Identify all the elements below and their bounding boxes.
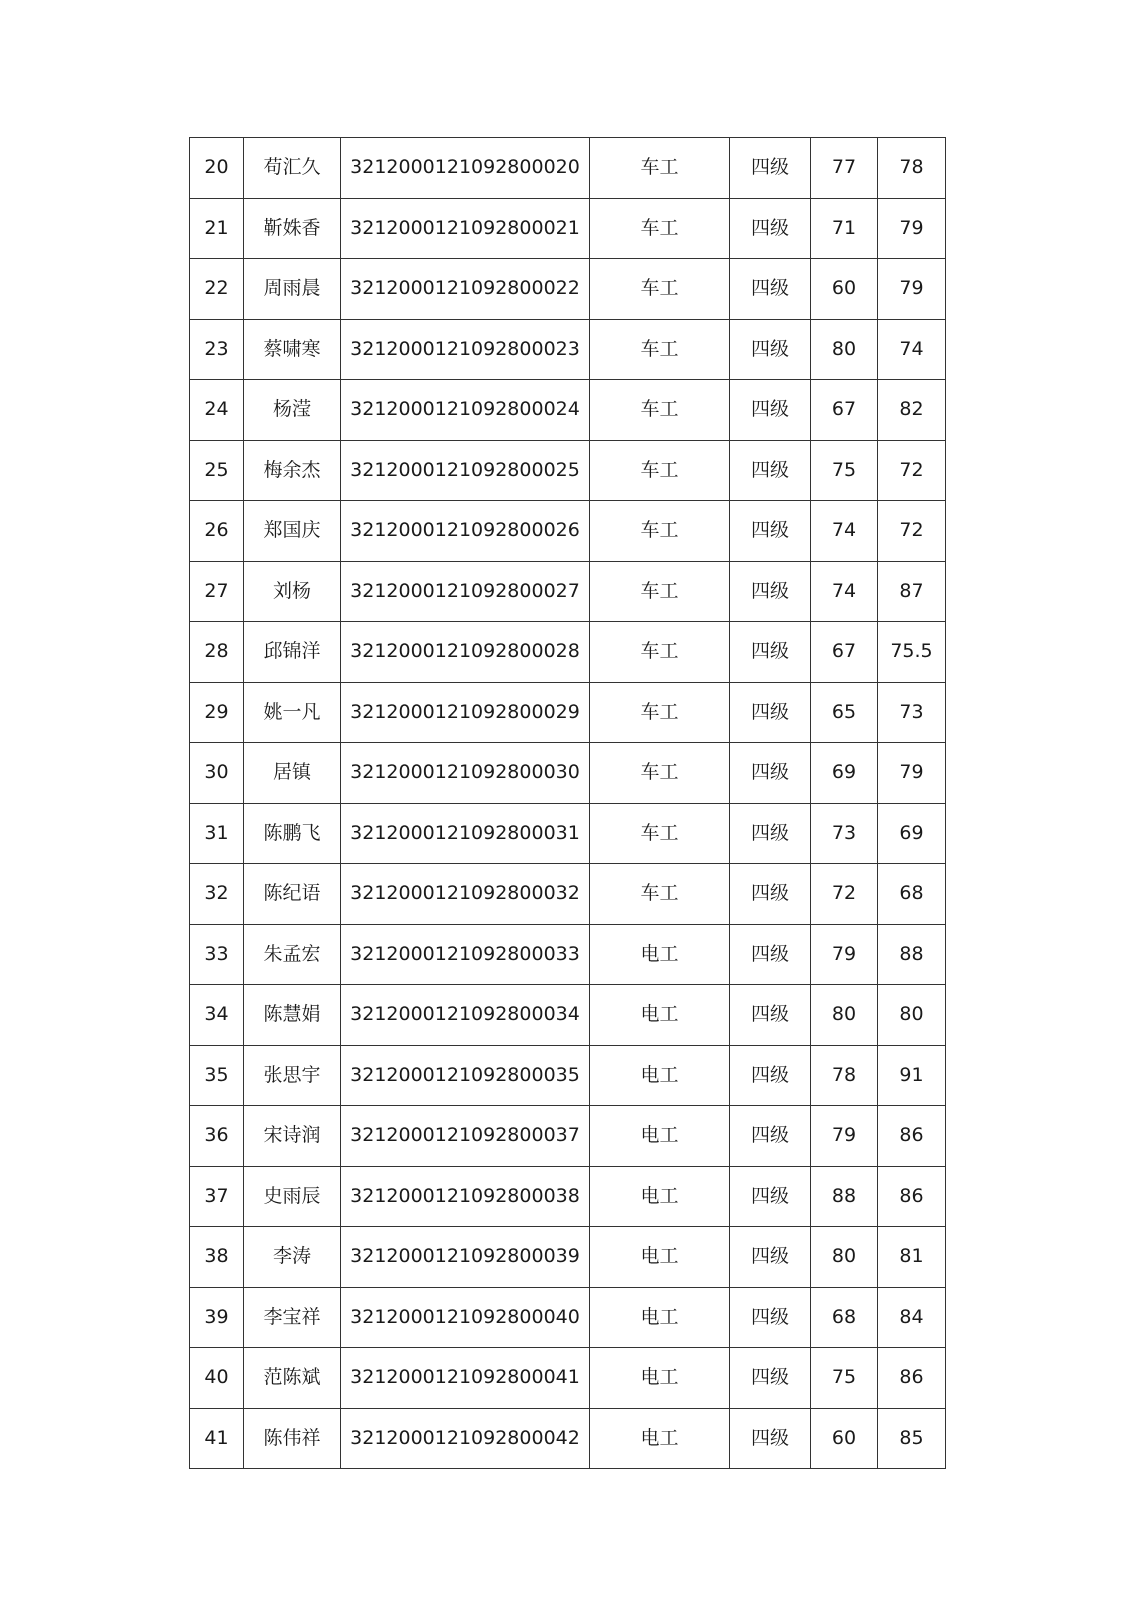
occupation-cell: 车工 (590, 682, 730, 743)
name-cell: 居镇 (244, 743, 341, 804)
name-cell: 朱孟宏 (244, 924, 341, 985)
grade-level-cell: 四级 (730, 1227, 811, 1288)
theory-score-cell: 67 (811, 622, 878, 683)
occupation-cell: 车工 (590, 864, 730, 925)
table-row (190, 198, 946, 259)
occupation-cell: 车工 (590, 440, 730, 501)
table-row (190, 1348, 946, 1409)
practical-score-cell: 91 (878, 1045, 946, 1106)
occupation-cell: 电工 (590, 1287, 730, 1348)
name-cell: 蔡啸寒 (244, 319, 341, 380)
grade-level-cell: 四级 (730, 561, 811, 622)
grade-level-cell: 四级 (730, 198, 811, 259)
table-row (190, 622, 946, 683)
table-row (190, 561, 946, 622)
grade-level-cell: 四级 (730, 682, 811, 743)
name-cell: 张思宇 (244, 1045, 341, 1106)
table-row (190, 501, 946, 562)
theory-score-cell: 80 (811, 985, 878, 1046)
name-cell: 梅余杰 (244, 440, 341, 501)
name-cell: 陈纪语 (244, 864, 341, 925)
name-cell: 姚一凡 (244, 682, 341, 743)
occupation-cell: 电工 (590, 1348, 730, 1409)
grade-level-cell: 四级 (730, 924, 811, 985)
certificate-number-cell: 3212000121092800042 (341, 1408, 590, 1469)
theory-score-cell: 88 (811, 1166, 878, 1227)
name-cell: 李涛 (244, 1227, 341, 1288)
grade-level-cell: 四级 (730, 864, 811, 925)
grade-level-cell: 四级 (730, 440, 811, 501)
theory-score-cell: 69 (811, 743, 878, 804)
row-number-cell: 36 (190, 1106, 244, 1167)
row-number-cell: 37 (190, 1166, 244, 1227)
occupation-cell: 车工 (590, 380, 730, 441)
grade-level-cell: 四级 (730, 1408, 811, 1469)
occupation-cell: 车工 (590, 198, 730, 259)
grade-level-cell: 四级 (730, 1106, 811, 1167)
certificate-number-cell: 3212000121092800031 (341, 803, 590, 864)
certificate-number-cell: 3212000121092800026 (341, 501, 590, 562)
practical-score-cell: 87 (878, 561, 946, 622)
certificate-number-cell: 3212000121092800033 (341, 924, 590, 985)
grade-level-cell: 四级 (730, 1348, 811, 1409)
certificate-number-cell: 3212000121092800022 (341, 259, 590, 320)
row-number-cell: 33 (190, 924, 244, 985)
name-cell: 陈慧娟 (244, 985, 341, 1046)
occupation-cell: 电工 (590, 1408, 730, 1469)
practical-score-cell: 78 (878, 138, 946, 199)
practical-score-cell: 86 (878, 1348, 946, 1409)
certificate-number-cell: 3212000121092800023 (341, 319, 590, 380)
theory-score-cell: 67 (811, 380, 878, 441)
practical-score-cell: 82 (878, 380, 946, 441)
row-number-cell: 39 (190, 1287, 244, 1348)
table-row (190, 1287, 946, 1348)
theory-score-cell: 68 (811, 1287, 878, 1348)
row-number-cell: 40 (190, 1348, 244, 1409)
occupation-cell: 车工 (590, 259, 730, 320)
grade-level-cell: 四级 (730, 1166, 811, 1227)
grade-level-cell: 四级 (730, 985, 811, 1046)
table-row (190, 1106, 946, 1167)
name-cell: 邱锦洋 (244, 622, 341, 683)
row-number-cell: 29 (190, 682, 244, 743)
practical-score-cell: 72 (878, 501, 946, 562)
table-row (190, 985, 946, 1046)
score-table (189, 137, 946, 1469)
row-number-cell: 38 (190, 1227, 244, 1288)
practical-score-cell: 74 (878, 319, 946, 380)
certificate-number-cell: 3212000121092800034 (341, 985, 590, 1046)
occupation-cell: 电工 (590, 1045, 730, 1106)
row-number-cell: 34 (190, 985, 244, 1046)
certificate-number-cell: 3212000121092800030 (341, 743, 590, 804)
name-cell: 范陈斌 (244, 1348, 341, 1409)
row-number-cell: 28 (190, 622, 244, 683)
table-row (190, 743, 946, 804)
name-cell: 刘杨 (244, 561, 341, 622)
practical-score-cell: 79 (878, 743, 946, 804)
table-row (190, 259, 946, 320)
table-row (190, 1408, 946, 1469)
theory-score-cell: 75 (811, 440, 878, 501)
table-row (190, 1045, 946, 1106)
row-number-cell: 27 (190, 561, 244, 622)
table-body (190, 138, 946, 1469)
occupation-cell: 车工 (590, 622, 730, 683)
theory-score-cell: 80 (811, 1227, 878, 1288)
practical-score-cell: 86 (878, 1106, 946, 1167)
certificate-number-cell: 3212000121092800038 (341, 1166, 590, 1227)
grade-level-cell: 四级 (730, 501, 811, 562)
row-number-cell: 24 (190, 380, 244, 441)
practical-score-cell: 80 (878, 985, 946, 1046)
occupation-cell: 电工 (590, 1227, 730, 1288)
practical-score-cell: 85 (878, 1408, 946, 1469)
name-cell: 靳姝香 (244, 198, 341, 259)
occupation-cell: 电工 (590, 985, 730, 1046)
theory-score-cell: 74 (811, 561, 878, 622)
name-cell: 陈鹏飞 (244, 803, 341, 864)
occupation-cell: 车工 (590, 319, 730, 380)
practical-score-cell: 75.5 (878, 622, 946, 683)
practical-score-cell: 72 (878, 440, 946, 501)
row-number-cell: 21 (190, 198, 244, 259)
theory-score-cell: 65 (811, 682, 878, 743)
grade-level-cell: 四级 (730, 743, 811, 804)
table-row (190, 1227, 946, 1288)
certificate-number-cell: 3212000121092800024 (341, 380, 590, 441)
table-row (190, 138, 946, 199)
occupation-cell: 车工 (590, 138, 730, 199)
practical-score-cell: 69 (878, 803, 946, 864)
row-number-cell: 23 (190, 319, 244, 380)
table-row (190, 380, 946, 441)
certificate-number-cell: 3212000121092800025 (341, 440, 590, 501)
occupation-cell: 车工 (590, 743, 730, 804)
occupation-cell: 车工 (590, 803, 730, 864)
theory-score-cell: 73 (811, 803, 878, 864)
practical-score-cell: 73 (878, 682, 946, 743)
theory-score-cell: 77 (811, 138, 878, 199)
theory-score-cell: 80 (811, 319, 878, 380)
certificate-number-cell: 3212000121092800027 (341, 561, 590, 622)
practical-score-cell: 81 (878, 1227, 946, 1288)
row-number-cell: 26 (190, 501, 244, 562)
theory-score-cell: 78 (811, 1045, 878, 1106)
certificate-number-cell: 3212000121092800039 (341, 1227, 590, 1288)
name-cell: 杨滢 (244, 380, 341, 441)
occupation-cell: 车工 (590, 561, 730, 622)
name-cell: 苟汇久 (244, 138, 341, 199)
table-row (190, 440, 946, 501)
row-number-cell: 35 (190, 1045, 244, 1106)
table-row (190, 803, 946, 864)
practical-score-cell: 86 (878, 1166, 946, 1227)
theory-score-cell: 72 (811, 864, 878, 925)
name-cell: 宋诗润 (244, 1106, 341, 1167)
practical-score-cell: 68 (878, 864, 946, 925)
row-number-cell: 20 (190, 138, 244, 199)
certificate-number-cell: 3212000121092800032 (341, 864, 590, 925)
theory-score-cell: 74 (811, 501, 878, 562)
row-number-cell: 30 (190, 743, 244, 804)
theory-score-cell: 79 (811, 924, 878, 985)
grade-level-cell: 四级 (730, 380, 811, 441)
theory-score-cell: 79 (811, 1106, 878, 1167)
name-cell: 史雨辰 (244, 1166, 341, 1227)
certificate-number-cell: 3212000121092800028 (341, 622, 590, 683)
grade-level-cell: 四级 (730, 138, 811, 199)
row-number-cell: 22 (190, 259, 244, 320)
theory-score-cell: 71 (811, 198, 878, 259)
occupation-cell: 电工 (590, 1166, 730, 1227)
practical-score-cell: 84 (878, 1287, 946, 1348)
occupation-cell: 电工 (590, 1106, 730, 1167)
certificate-number-cell: 3212000121092800035 (341, 1045, 590, 1106)
row-number-cell: 32 (190, 864, 244, 925)
grade-level-cell: 四级 (730, 622, 811, 683)
practical-score-cell: 79 (878, 259, 946, 320)
grade-level-cell: 四级 (730, 1287, 811, 1348)
grade-level-cell: 四级 (730, 1045, 811, 1106)
table-row (190, 1166, 946, 1227)
name-cell: 李宝祥 (244, 1287, 341, 1348)
practical-score-cell: 88 (878, 924, 946, 985)
certificate-number-cell: 3212000121092800020 (341, 138, 590, 199)
table-row (190, 864, 946, 925)
row-number-cell: 25 (190, 440, 244, 501)
grade-level-cell: 四级 (730, 319, 811, 380)
occupation-cell: 电工 (590, 924, 730, 985)
row-number-cell: 41 (190, 1408, 244, 1469)
name-cell: 陈伟祥 (244, 1408, 341, 1469)
theory-score-cell: 75 (811, 1348, 878, 1409)
grade-level-cell: 四级 (730, 259, 811, 320)
certificate-number-cell: 3212000121092800037 (341, 1106, 590, 1167)
theory-score-cell: 60 (811, 1408, 878, 1469)
table-row (190, 319, 946, 380)
theory-score-cell: 60 (811, 259, 878, 320)
occupation-cell: 车工 (590, 501, 730, 562)
grade-level-cell: 四级 (730, 803, 811, 864)
certificate-number-cell: 3212000121092800021 (341, 198, 590, 259)
row-number-cell: 31 (190, 803, 244, 864)
practical-score-cell: 79 (878, 198, 946, 259)
certificate-number-cell: 3212000121092800041 (341, 1348, 590, 1409)
name-cell: 周雨晨 (244, 259, 341, 320)
certificate-number-cell: 3212000121092800040 (341, 1287, 590, 1348)
table-row (190, 682, 946, 743)
certificate-number-cell: 3212000121092800029 (341, 682, 590, 743)
table-row (190, 924, 946, 985)
name-cell: 郑国庆 (244, 501, 341, 562)
